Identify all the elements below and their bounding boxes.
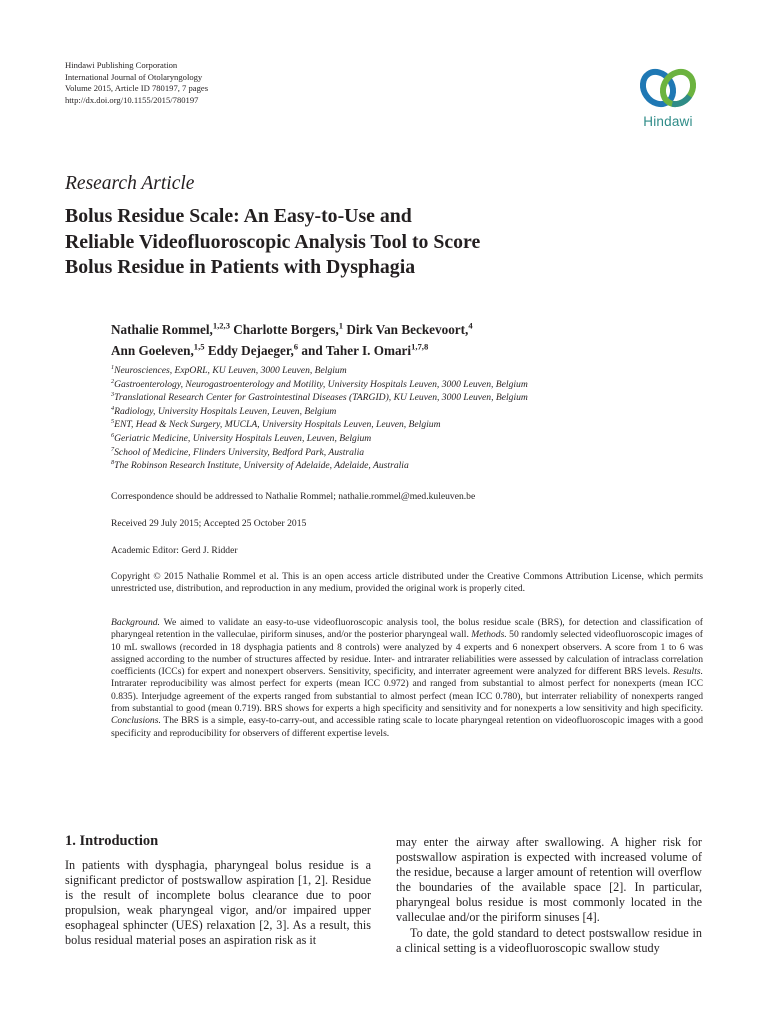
affiliation-number: 7 — [111, 445, 115, 453]
author-name: Dirk Van Beckevoort, — [346, 322, 469, 337]
affiliation-text: Geriatric Medicine, University Hospitals Leuven, Leuven, Belgium — [114, 432, 372, 444]
intro-right-column — [396, 835, 702, 956]
author-name: Nathalie Rommel, — [111, 322, 213, 337]
volume-line: Volume 2015, Article ID 780197, 7 pages — [65, 83, 209, 94]
affiliation-item — [111, 405, 528, 419]
author-name: Charlotte Borgers, — [233, 322, 339, 337]
affiliation-text: Radiology, University Hospitals Leuven, Leuven, Belgium — [114, 405, 337, 417]
abstract-methods-label: Methods. — [471, 629, 507, 641]
copyright-notice: Copyright © 2015 Nathalie Rommel et al. This is an open access article distributed under the Creative Commons Attribution License, which permits unrestricted use, distribution, and reproduction in any medium, provided the original work is properly cited. — [111, 571, 703, 595]
affiliation-item — [111, 364, 528, 378]
author-name: and Taher I. Omari — [301, 343, 412, 358]
article-type: Research Article — [65, 173, 195, 194]
abstract-background: We aimed to validate an easy-to-use videofluoroscopic analysis tool, the bolus residue scale (BRS), for detection and classification of pharyngeal retention in the valleculae, piriform sinuses, and/or the posterior pharyngeal wall. — [111, 617, 703, 641]
author-line — [111, 319, 473, 340]
affiliation-list — [111, 364, 528, 473]
author-affil-sup: 1 — [338, 320, 344, 331]
section-heading-introduction: 1. Introduction — [65, 833, 159, 849]
affiliation-text: Gastroenterology, Neurogastroenterology and Motility, University Hospitals Leuven, 3000 Leuven, Belgium — [114, 378, 528, 390]
affiliation-text: The Robinson Research Institute, University of Adelaide, Adelaide, Australia — [114, 460, 409, 472]
author-affil-sup: 4 — [468, 320, 473, 331]
affiliation-text: ENT, Head & Neck Surgery, MUCLA, University Hospitals Leuven, Leuven, Belgium — [114, 419, 441, 431]
affiliation-number: 1 — [111, 363, 115, 371]
academic-editor: Academic Editor: Gerd J. Ridder — [111, 545, 238, 556]
abstract-results: Intrarater reproducibility was almost perfect for experts (mean ICC 0.972) and ranged from substantial to almost perfect for nonexperts (mean ICC 0.835). Interjudge agreement of the experts ranged from substantial to almost perfect (mean ICC 0.780), but interrater reliability of nonexperts ranged from substantial to good (mean 0.719). BRS shows for experts a high specificity and sensitivity and for nonexperts a low sensitivity and high specificity. — [111, 678, 703, 715]
intro-paragraph: In patients with dysphagia, pharyngeal bolus residue is a significant predictor of postswallow aspiration [1, 2]. Residue is the result of incomplete bolus clearance due to poor propulsion, weak pharyngeal vigor, and/or impaired upper esophageal sphincter (UES) relaxation [2, 3]. As a result, this bolus residual material poses an aspiration risk as it — [65, 858, 371, 948]
author-affil-sup: 6 — [293, 341, 299, 352]
logo-wordmark: Hindawi — [643, 114, 693, 129]
author-list — [111, 319, 473, 361]
abstract-methods: 50 randomly selected videofluoroscopic images of 10 mL swallows (recorded in 18 dysphagia patients and 8 controls) were analyzed by 4 experts and 6 nonexpert observers. A score from 1 to 6 was assigned according to the number of structures affected by residue. Inter- and intrarater reliabilities were assessed by calculation of intraclass correlation coefficients (ICCs) for expert and nonexpert observers. Sensitivity, specificity, and interrater agreement were analyzed for different BRS levels. — [111, 629, 703, 678]
journal-name: International Journal of Otolaryngology — [65, 71, 203, 82]
affiliation-text: Neurosciences, ExpORL, KU Leuven, 3000 Leuven, Belgium — [114, 365, 347, 376]
affiliation-number: 6 — [111, 431, 115, 439]
affiliation-item — [111, 378, 528, 392]
article-title — [65, 204, 705, 281]
abstract-background-label: Background. — [111, 617, 160, 628]
affiliation-text: Translational Research Center for Gastrointestinal Diseases (TARGID), KU Leuven, 3000 Leuven, Belgium — [114, 392, 528, 404]
affiliation-number: 3 — [111, 391, 115, 398]
intro-paragraph: To date, the gold standard to detect postswallow residue in a clinical setting is a videofluoroscopic swallow study — [396, 925, 702, 955]
correspondence: Correspondence should be addressed to Nathalie Rommel; nathalie.rommel@med.kuleuven.be — [111, 491, 476, 502]
doi-link[interactable]: http://dx.doi.org/10.1155/2015/780197 — [65, 94, 199, 105]
author-name: Ann Goeleven, — [111, 343, 194, 358]
hindawi-rings-icon — [636, 62, 700, 114]
abstract-conclusions: The BRS is a simple, easy-to-carry-out, and accessible rating scale to locate pharyngeal retention on videofluoroscopic images with a good specificity and reproducibility for observers of different expertise levels. — [111, 715, 703, 739]
publisher-name: Hindawi Publishing Corporation — [65, 60, 178, 70]
abstract-results-label: Results. — [672, 666, 703, 678]
title-line: Bolus Residue in Patients with Dysphagia — [65, 256, 416, 278]
abstract-conclusions-label: Conclusions. — [111, 715, 161, 727]
affiliation-text: School of Medicine, Flinders University, Bedford Park, Australia — [114, 446, 365, 458]
affiliation-number: 4 — [111, 404, 115, 412]
affiliation-item — [111, 446, 528, 460]
affiliation-number: 2 — [111, 377, 115, 385]
affiliation-number: 8 — [111, 458, 115, 466]
hindawi-logo — [626, 62, 710, 132]
author-affil-sup: 1,2,3 — [212, 320, 230, 331]
abstract — [111, 617, 703, 740]
publication-info — [65, 60, 208, 106]
affiliation-item — [111, 391, 528, 405]
author-affil-sup: 1,5 — [193, 341, 205, 352]
title-line: Bolus Residue Scale: An Easy-to-Use and — [65, 205, 412, 227]
affiliation-item — [111, 432, 528, 446]
affiliation-item — [111, 418, 528, 432]
affiliation-number: 5 — [111, 418, 115, 426]
title-line: Reliable Videofluoroscopic Analysis Tool to Score — [65, 230, 481, 253]
affiliation-item — [111, 459, 528, 473]
author-affil-sup: 1,7,8 — [411, 341, 429, 352]
author-line — [111, 340, 473, 361]
intro-paragraph: may enter the airway after swallowing. A higher risk for postswallow aspiration is expected with increased volume of the residue, because a larger amount of retention will overflow the boundaries of the available space [2]. In particular, pharyngeal bolus residue is most commonly located in the valleculae and/or the piriform sinuses [4]. — [396, 835, 702, 925]
author-name: Eddy Dejaeger, — [207, 343, 294, 358]
intro-left-column — [65, 858, 371, 949]
received-accepted-dates: Received 29 July 2015; Accepted 25 October 2015 — [111, 518, 307, 529]
